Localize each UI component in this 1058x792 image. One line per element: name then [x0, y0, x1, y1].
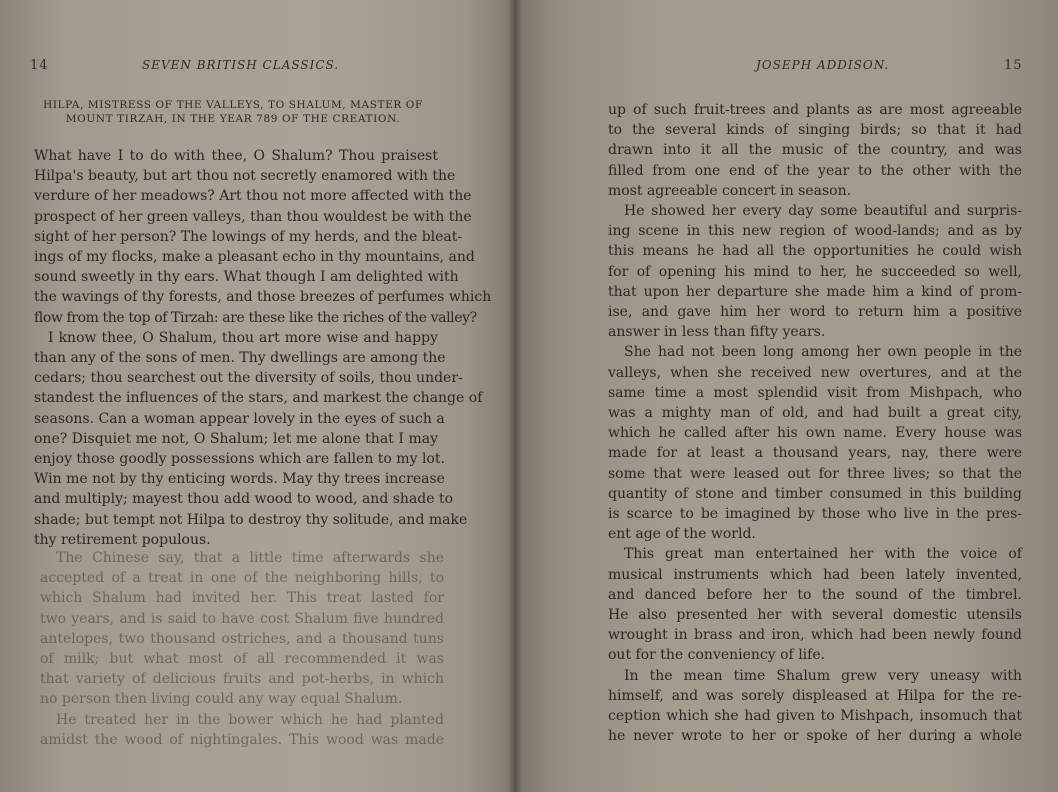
text-line: and multiply; mayest thou add wood to wood, and shade to [34, 491, 454, 508]
paragraph [34, 146, 492, 328]
right-body-text [608, 100, 1022, 747]
text-line: Win me not by thy enticing words. May thy trees increase [34, 471, 445, 488]
text-line: that variety of delicious fruits and pot-herbs, in which [40, 671, 444, 688]
paragraph [608, 544, 1022, 665]
paragraph [40, 548, 444, 710]
text-line: ception which she had given to Mishpach, insomuch that [608, 708, 1022, 725]
text-line: enjoy those goodly possessions which are fallen to my lot. [34, 451, 445, 468]
left-body-text-block-1 [34, 146, 492, 550]
text-line: ise, and gave him her word to return him a positive [608, 304, 1022, 321]
text-line: quantity of stone and timber consumed in this building [608, 485, 1022, 502]
text-line: the wavings of thy forests, and those breezes of perfumes which [34, 289, 492, 306]
text-line: prospect of her green valleys, than thou wouldest be with the [34, 208, 472, 225]
paragraph [40, 710, 444, 750]
text-line: of milk; but what most of all recommended it was [40, 651, 444, 668]
text-line: Hilpa's beauty, but art thou not secretly enamored with the [34, 168, 456, 185]
text-line: one? Disquiet me not, O Shalum; let me alone that I may [34, 430, 438, 447]
text-line: this means he had all the opportunities he could wish [608, 243, 1022, 260]
text-line: ings of my flocks, make a pleasant echo in thy mountains, and [34, 249, 475, 266]
paragraph [608, 201, 1022, 342]
text-line: thy retirement populous. [34, 531, 211, 548]
right-page [516, 0, 1058, 792]
text-line: She had not been long among her own people in the [624, 344, 1022, 361]
text-line: He also presented her with several domestic utensils [608, 607, 1022, 624]
text-line: made for at least a thousand years, nay, there were [608, 445, 1022, 462]
text-line: wrought in brass and iron, which had been newly found [608, 627, 1022, 644]
text-line: filled from one end of the year to the other with the [608, 162, 1022, 179]
text-line: is scarce to be imagined by those who live in the pres- [608, 506, 1022, 523]
text-line: verdure of her meadows? Art thou not more affected with the [34, 188, 472, 205]
text-line: for of opening his mind to her, he succeeded so well, [608, 263, 1022, 280]
text-line: up of such fruit-trees and plants as are most agreeable [608, 102, 1022, 118]
letter-heading-line: MOUNT TIRZAH, IN THE YEAR 789 OF THE CREATION. [65, 113, 401, 125]
letter-heading [38, 98, 428, 126]
text-line: which he called after his own name. Every house was [608, 425, 1022, 442]
text-line: I know thee, O Shalum, thou art more wise and happy [48, 329, 438, 346]
text-line: than any of the sons of men. Thy dwellings are among the [34, 350, 446, 367]
text-line: shade; but tempt not Hilpa to destroy thy solitude, and make [34, 511, 468, 528]
page-number-left: 14 [30, 58, 49, 73]
text-line: He treated her in the bower which he had planted [56, 711, 444, 728]
text-line: sound sweetly in thy ears. What though I am delighted with [34, 269, 459, 286]
paragraph [608, 666, 1022, 747]
text-line: some that were leased out for three lives; so that the [608, 465, 1022, 482]
left-body-text-block-2 [40, 548, 444, 750]
text-line: antelopes, two thousand ostriches, and a thousand tuns [40, 630, 444, 647]
text-line: This great man entertained her with the voice of [624, 546, 1022, 563]
text-line: no person then living could any way equal Shalum. [40, 691, 403, 708]
text-line: The Chinese say, that a little time afterwards she [56, 550, 444, 566]
page-number-right: 15 [1004, 58, 1023, 73]
text-line: cedars; thou searchest out the diversity of soils, thou under- [34, 370, 463, 387]
left-page [0, 0, 516, 792]
paragraph [34, 328, 483, 550]
text-line: In the mean time Shalum grew very uneasy with [624, 667, 1022, 684]
text-line: He showed her every day some beautiful and surpris- [624, 203, 1022, 220]
text-line: same time a most splendid visit from Mishpach, who [608, 384, 1022, 401]
text-line: out for the conveniency of life. [608, 647, 826, 664]
text-line: which Shalum had invited her. This treat lasted for [40, 590, 444, 607]
text-line: he never wrote to her or spoke of her during a whole [608, 728, 1022, 745]
text-line: ent age of the world. [608, 526, 756, 543]
text-line: and danced before her to the sound of the timbrel. [608, 586, 1022, 603]
text-line: ing scene in this new region of wood-lands; and as by [608, 223, 1022, 240]
text-line: that upon her departure she made him a kind of prom- [608, 283, 1022, 300]
text-line: standest the influences of the stars, and markest the change of [34, 390, 483, 407]
text-line: flow from the top of Tirzah: are these like the riches of the valley? [34, 309, 477, 326]
text-line: amidst the wood of nightingales. This wood was made [40, 731, 444, 748]
text-line: drawn into it all the music of the country, and was [608, 142, 1022, 159]
book-gutter [508, 0, 522, 792]
running-head-right: JOSEPH ADDISON. [756, 58, 890, 72]
text-line: himself, and was sorely displeased at Hilpa for the re- [608, 687, 1022, 704]
paragraph [608, 100, 1022, 201]
text-line: What have I to do with thee, O Shalum? Thou praisest [34, 148, 438, 164]
text-line: was a mighty man of old, and had built a great city, [608, 405, 1022, 422]
text-line: musical instruments which had been lately invented, [608, 566, 1022, 583]
letter-heading-line: HILPA, MISTRESS OF THE VALLEYS, TO SHALUM, MASTER OF [43, 99, 423, 111]
text-line: to the several kinds of singing birds; so that it had [608, 122, 1022, 139]
text-line: answer in less than fifty years. [608, 324, 826, 341]
text-line: valleys, when she received new overtures, and at the [608, 364, 1022, 381]
paragraph [608, 342, 1022, 544]
text-line: accepted of a treat in one of the neighboring hills, to [40, 570, 444, 587]
text-line: sight of her person? The lowings of my herds, and the bleat- [34, 228, 463, 245]
text-line: two years, and is said to have cost Shalum five hundred [40, 610, 444, 627]
text-line: most agreeable concert in season. [608, 182, 852, 199]
text-line: seasons. Can a woman appear lovely in the eyes of such a [34, 410, 445, 427]
running-head-left: SEVEN BRITISH CLASSICS. [142, 58, 340, 72]
